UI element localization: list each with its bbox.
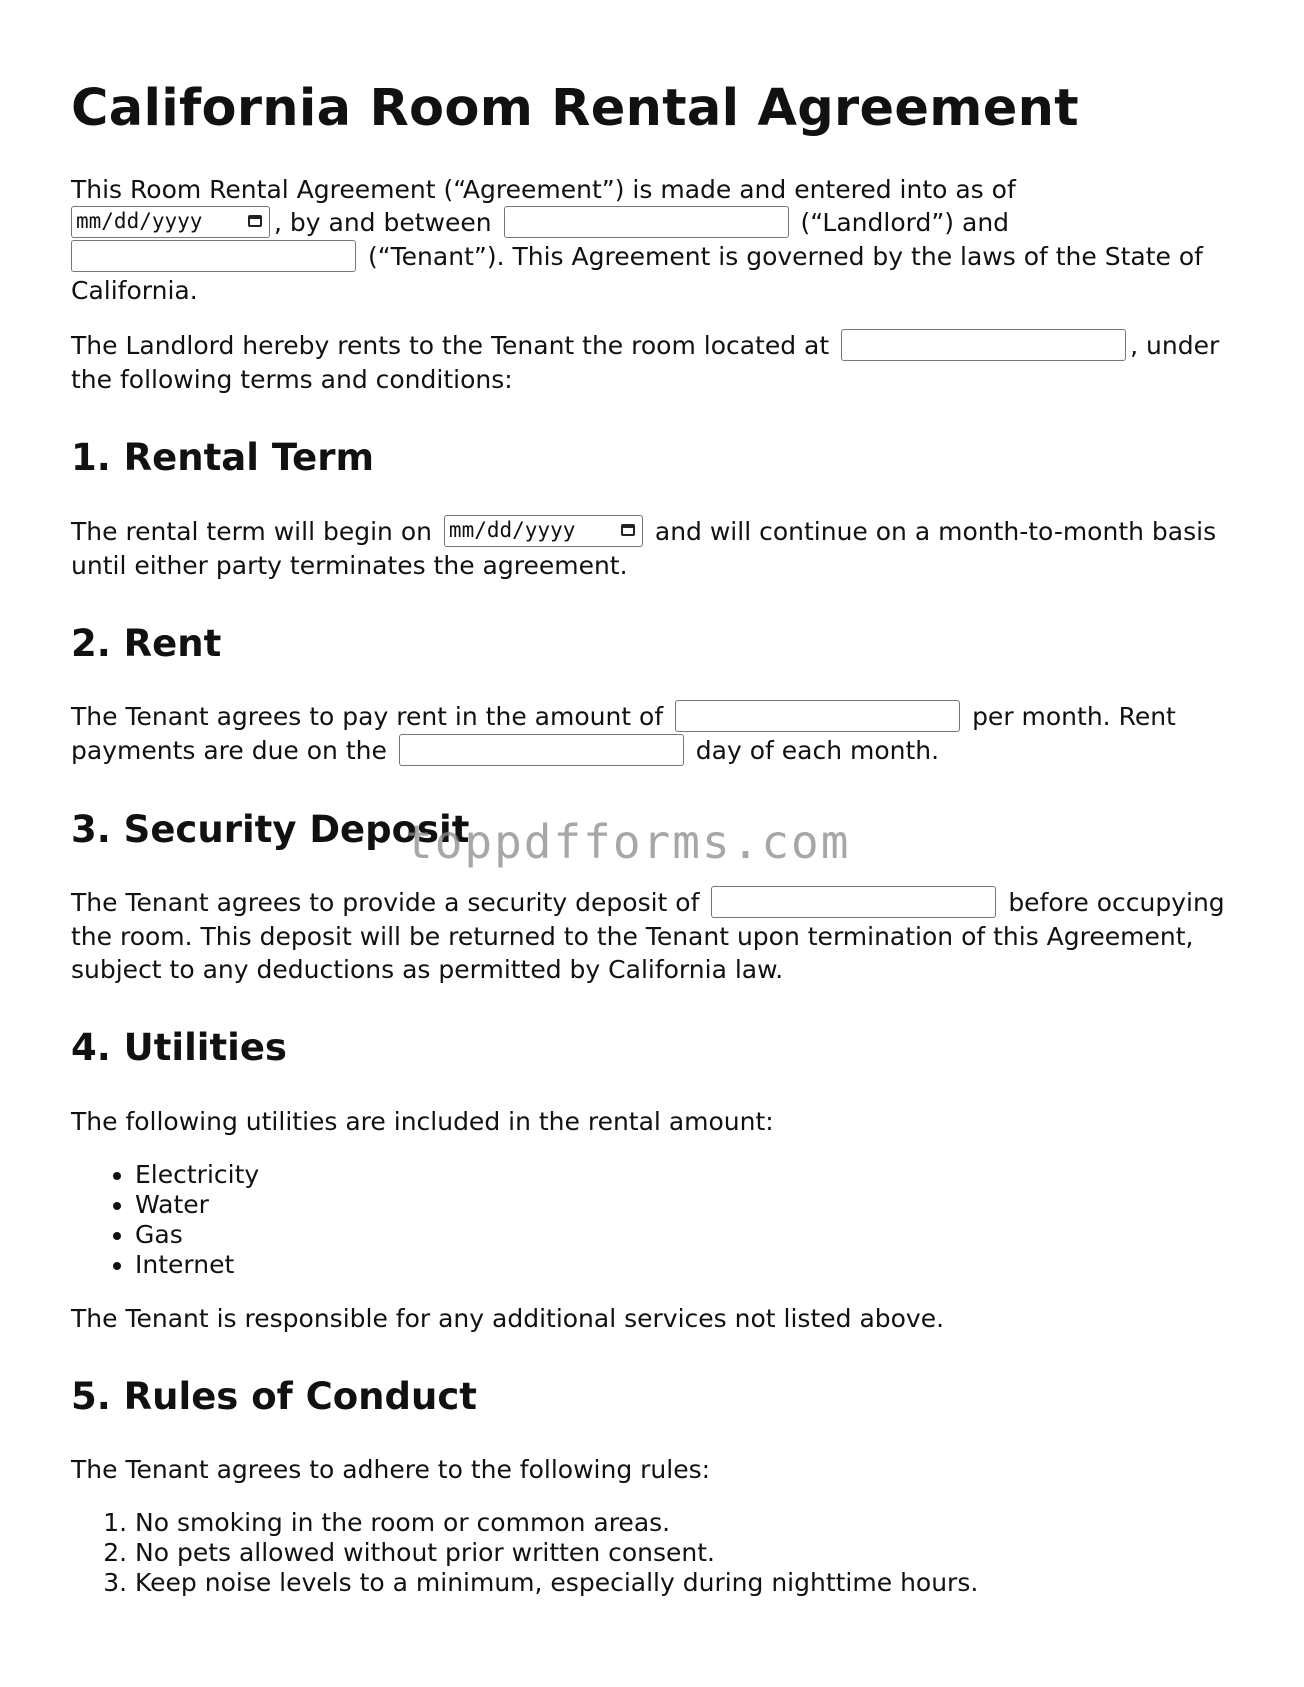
start-date-placeholder: mm/dd/yyyy [448,517,576,542]
section-heading-rental-term: 1. Rental Term [71,436,375,480]
calendar-icon [248,215,262,227]
list-item: 2. No pets allowed without prior written consent. [135,1538,1241,1568]
rent-day-text: day of each month. [695,735,940,765]
calendar-icon [621,524,635,536]
deposit-amount-field[interactable] [711,886,996,918]
rent-amount-field[interactable] [675,700,960,732]
deposit-terms-text: before occupying the room. This deposit will be returned to the Tenant upon termination of this Agreement, subject to any deductions as permitted by California law. [71,888,1225,985]
section-heading-utilities: 4. Utilities [71,1026,287,1070]
section-heading-conduct: 5. Rules of Conduct [71,1374,477,1418]
rental-term-paragraph [71,515,1241,582]
conduct-intro: The Tenant agrees to adhere to the following rules: [71,1455,711,1485]
premises-terms-text: , under the following terms and conditions: [71,331,1220,395]
intro-paragraph [71,173,1241,307]
utilities-footer: The Tenant is responsible for any additional services not listed above. [71,1303,945,1333]
room-address-field[interactable] [841,329,1126,361]
intro-between-text: , by and between [274,208,492,238]
watermark: toppdfforms.com [405,815,851,869]
list-item: • Gas [135,1220,1241,1250]
start-date-input[interactable] [444,515,643,547]
rent-paragraph [71,700,1241,768]
section-heading-security-deposit: 3. Security Deposit [71,807,470,851]
utilities-list [71,1160,1241,1280]
premises-text: The Landlord hereby rents to the Tenant the room located at [71,331,830,361]
rent-due-text: per month. Rent payments are due on the [71,701,1176,765]
section-heading-rent: 2. Rent [71,621,222,665]
rental-term-continuation: and will continue on a month-to-month basis until either party terminates the agreement. [71,516,1217,580]
tenant-governing-text: (“Tenant”). This Agreement is governed by the laws of the State of California. [71,242,1203,306]
page-title: California Room Rental Agreement [71,79,1079,138]
premises-paragraph [71,329,1241,396]
agreement-date-input[interactable] [71,206,270,238]
intro-text: This Room Rental Agreement (“Agreement”) is made and entered into as of [71,175,1016,205]
agreement-date-placeholder: mm/dd/yyyy [76,209,203,234]
list-item: • Water [135,1190,1241,1220]
deposit-paragraph [71,886,1241,986]
deposit-text: The Tenant agrees to provide a security deposit of [71,888,700,918]
rental-term-text: The rental term will begin on [71,516,432,546]
list-item: 1. No smoking in the room or common areas. [135,1508,1241,1538]
conduct-rules-list [71,1508,1241,1598]
agreement-document [71,78,1241,1620]
landlord-label: (“Landlord”) and [800,208,1010,238]
list-item: • Internet [135,1250,1241,1280]
utilities-intro: The following utilities are included in the rental amount: [71,1106,774,1136]
list-item: 3. Keep noise levels to a minimum, especially during nighttime hours. [135,1568,1241,1598]
rent-due-day-field[interactable] [399,734,684,766]
tenant-name-field[interactable] [71,240,356,272]
landlord-name-field[interactable] [504,206,789,238]
list-item: • Electricity [135,1160,1241,1190]
rent-text: The Tenant agrees to pay rent in the amount of [71,701,664,731]
